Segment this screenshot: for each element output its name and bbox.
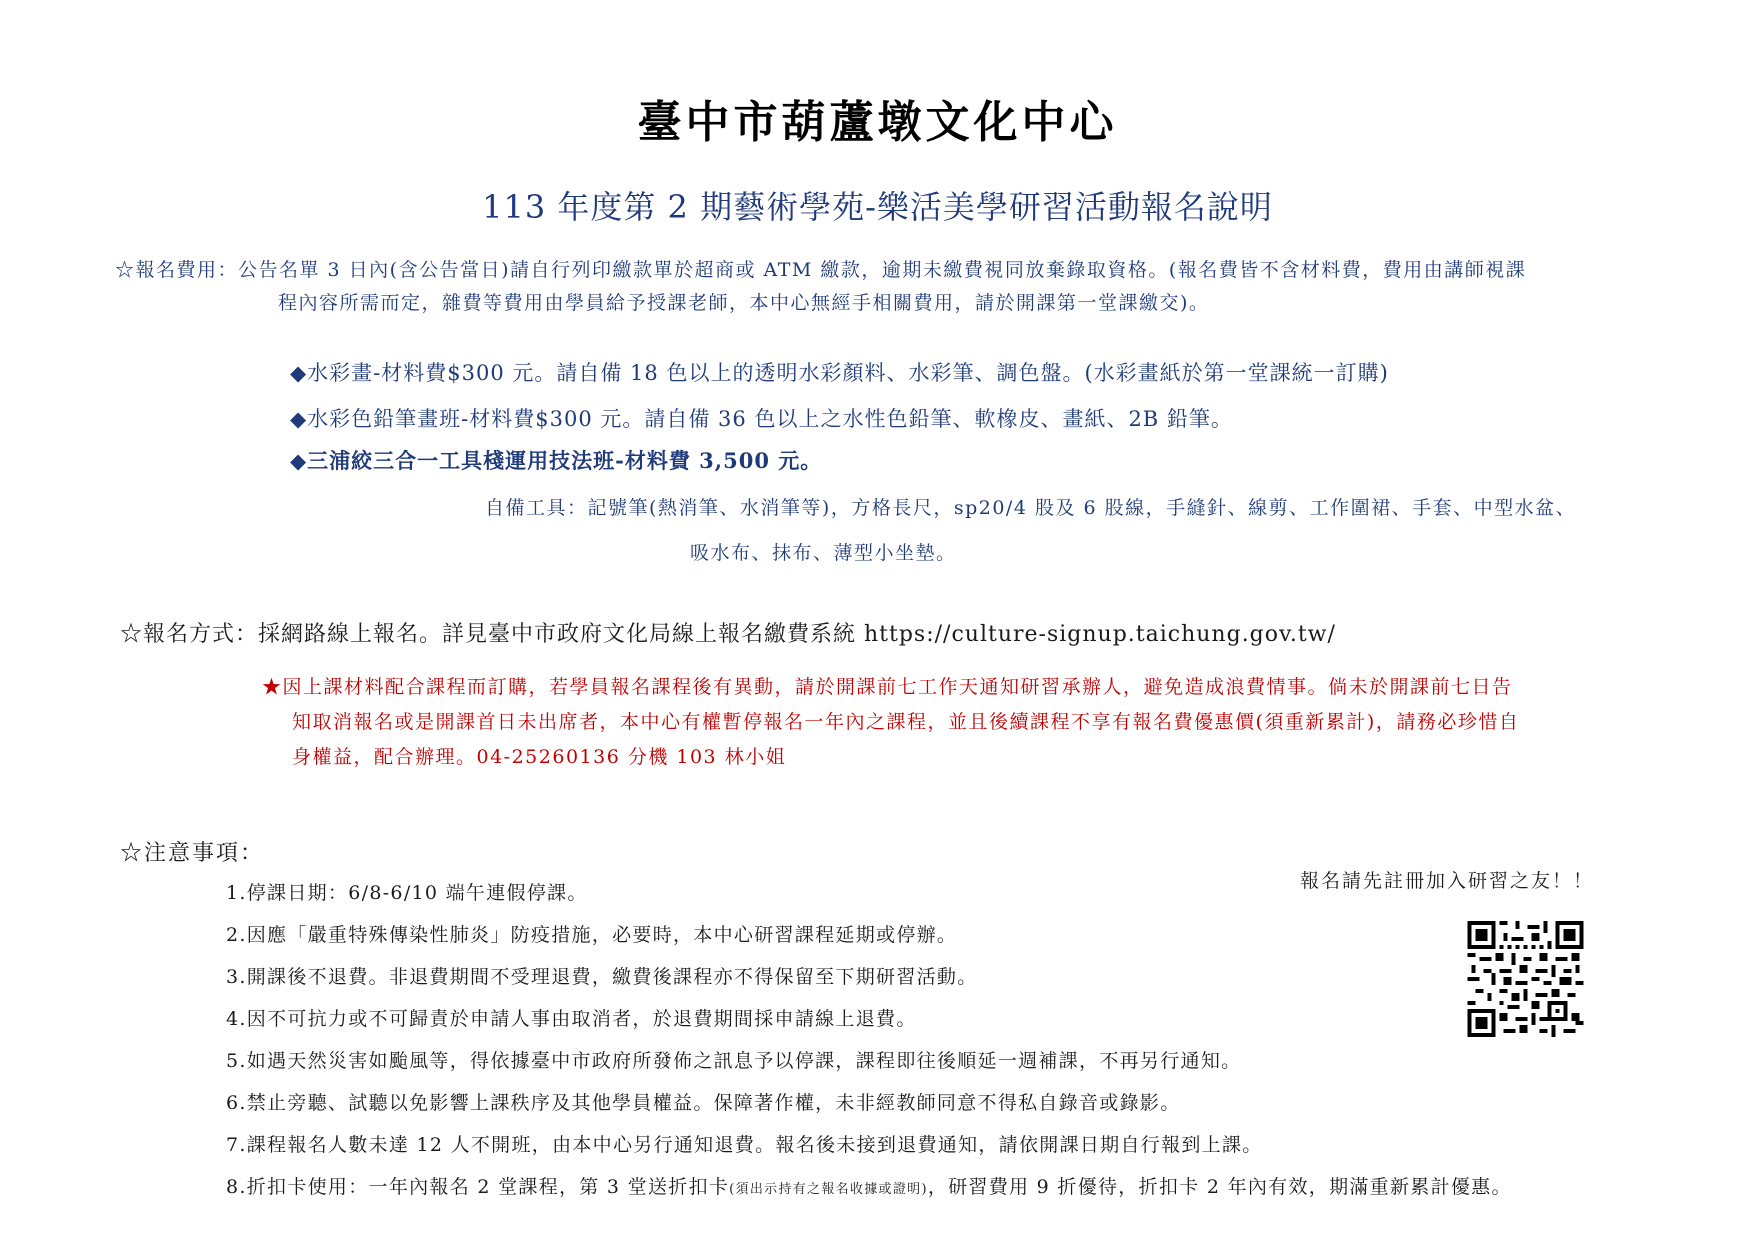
note-item-1: 1.停課日期：6/8-6/10 端午連假停課。 xyxy=(226,882,588,904)
note-item-4: 4.因不可抗力或不可歸責於申請人事由取消者，於退費期間採申請線上退費。 xyxy=(226,1008,917,1030)
note-item-6: 6.禁止旁聽、試聽以免影響上課秩序及其他學員權益。保障著作權，未非經教師同意不得私自錄音或錄影。 xyxy=(226,1092,1181,1114)
note-item-5: 5.如遇天然災害如颱風等，得依據臺中市政府所發佈之訊息予以停課，課程即往後順延一週補課，不再另行通知。 xyxy=(226,1050,1242,1072)
qr-code-icon[interactable] xyxy=(1460,921,1591,1037)
fee-text-line-2: 程內容所需而定，雜費等費用由學員給予授課老師，本中心無經手相關費用，請於開課第一堂課繳交)。 xyxy=(278,292,1210,314)
note-item-8: 8.折扣卡使用：一年內報名 2 堂課程，第 3 堂送折扣卡(須出示持有之報名收據或證明)，研習費用 9 折優待，折扣卡 2 年內有效，期滿重新累計優惠。 xyxy=(226,1176,1512,1198)
org-name: 臺中市葫蘆墩文化中心 xyxy=(637,97,1118,148)
note-item-7: 7.課程報名人數未達 12 人不開班，由本中心另行通知退費。報名後未接到退費通知，請依開課日期自行報到上課。 xyxy=(226,1134,1263,1156)
diamond-bullet-icon: ◆ xyxy=(290,448,308,473)
signup-method: ☆報名方式：採網路線上報名。詳見臺中市政府文化局線上報名繳費系統 https://culture-signup.taichung.gov.tw/ xyxy=(120,622,1336,647)
note-item-2: 2.因應「嚴重特殊傳染性肺炎」防疫措施，必要時，本中心研習課程延期或停辦。 xyxy=(226,924,958,946)
qr-label: 報名請先註冊加入研習之友！！ xyxy=(1300,870,1595,892)
document-title: 113 年度第 2 期藝術學苑-樂活美學研習活動報名說明 xyxy=(482,188,1273,226)
fee-text-line-1: ☆報名費用：公告名單 3 日內(含公告當日)請自行列印繳款單於超商或 ATM 繳款，逾期未繳費視同放棄錄取資格。(報名費皆不含材料費，費用由講師視課 xyxy=(115,259,1527,281)
tools-line-2: 吸水布、抹布、薄型小坐墊。 xyxy=(690,542,957,564)
warning-line-1: ★因上課材料配合課程而訂購，若學員報名課程後有異動，請於開課前七工作天通知研習承辦人，避免造成浪費情事。倘未於開課前七日告 xyxy=(262,676,1513,698)
diamond-bullet-icon: ◆ xyxy=(290,407,308,431)
material-item-color-pencil: ◆水彩色鉛筆畫班-材料費$300 元。請自備 36 色以上之水性色鉛筆、軟橡皮、畫紙、2B 鉛筆。 xyxy=(290,407,1233,431)
warning-line-2: 知取消報名或是開課首日未出席者，本中心有權暫停報名一年內之課程，並且後續課程不享有報名費優惠價(須重新累計)，請務必珍惜自 xyxy=(292,711,1520,733)
warning-line-3: 身權益，配合辦理。04-25260136 分機 103 林小姐 xyxy=(292,746,787,768)
note-item-3: 3.開課後不退費。非退費期間不受理退費，繳費後課程亦不得保留至下期研習活動。 xyxy=(226,966,978,988)
material-item-watercolor: ◆水彩畫-材料費$300 元。請自備 18 色以上的透明水彩顏料、水彩筆、調色盤。(水彩畫紙於第一堂課統一訂購) xyxy=(290,361,1389,385)
notes-heading: ☆注意事項： xyxy=(120,841,265,866)
red-star-icon: ★ xyxy=(262,676,283,698)
diamond-bullet-icon: ◆ xyxy=(290,361,308,385)
material-item-shibori: ◆三浦絞三合一工具棧運用技法班-材料費 3,500 元。 xyxy=(290,448,823,473)
tools-line-1: 自備工具：記號筆(熱消筆、水消筆等)，方格長尺，sp20/4 股及 6 股線，手縫針、線剪、工作圍裙、手套、中型水盆、 xyxy=(485,497,1577,519)
